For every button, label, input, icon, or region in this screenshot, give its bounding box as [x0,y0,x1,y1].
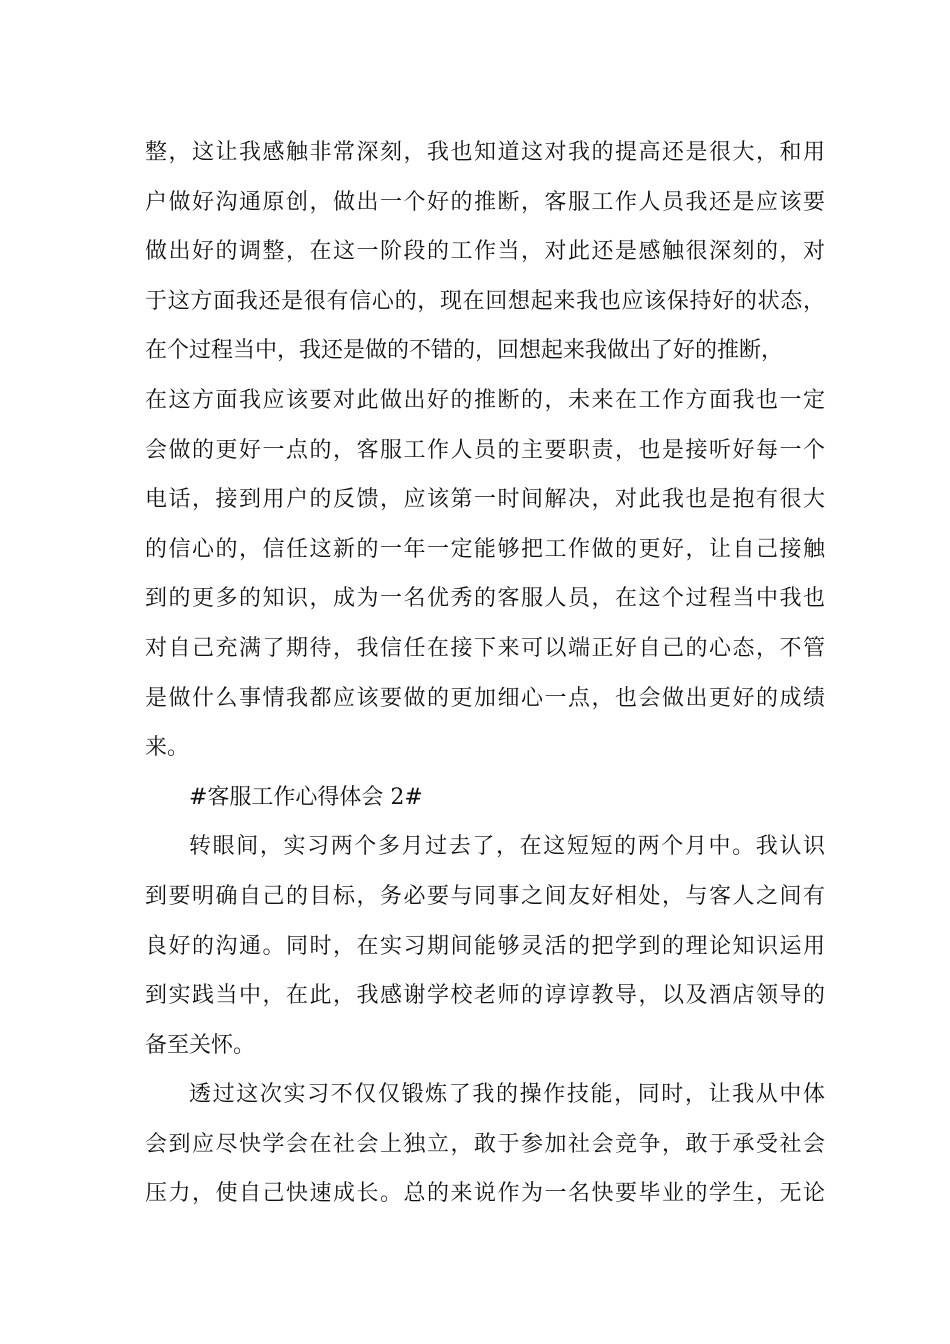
text-line: 到实践当中，在此，我感谢学校老师的谆谆教导，以及酒店领导的 [145,983,825,1009]
text-line: 于这方面我还是很有信心的，现在回想起来我也应该保持好的状态， [145,288,825,314]
text-line: 做出好的调整，在这一阶段的工作当，对此还是感触很深刻的，对 [145,239,825,265]
text-line: 电话，接到用户的反馈，应该第一时间解决，对此我也是抱有很大 [145,487,825,513]
text-line: 压力，使自己快速成长。总的来说作为一名快要毕业的学生，无论 [145,1181,825,1207]
text-line: 会做的更好一点的，客服工作人员的主要职责，也是接听好每一个 [145,437,825,463]
text-line: 会到应尽快学会在社会上独立，敢于参加社会竞争，敢于承受社会 [145,1131,825,1157]
text-line: 到的更多的知识，成为一名优秀的客服人员，在这个过程当中我也 [145,586,825,612]
text-line: 转眼间，实习两个多月过去了，在这短短的两个月中。我认识 [189,834,825,860]
text-line: 是做什么事情我都应该要做的更加细心一点，也会做出更好的成绩 [145,685,825,711]
section-heading: #客服工作心得体会 2# [189,784,423,810]
text-line: 良好的沟通。同时，在实习期间能够灵活的把学到的理论知识运用 [145,933,825,959]
text-line: 户做好沟通原创，做出一个好的推断，客服工作人员我还是应该要 [145,189,825,215]
text-line: 对自己充满了期待，我信任在接下来可以端正好自己的心态，不管 [145,635,825,661]
text-line: 到要明确自己的目标，务必要与同事之间友好相处，与客人之间有 [145,883,825,909]
text-line: 备至关怀。 [145,1032,256,1058]
text-line: 在这方面我应该要对此做出好的推断的，未来在工作方面我也一定 [145,387,825,413]
text-line: 的信心的，信任这新的一年一定能够把工作做的更好，让自己接触 [145,536,825,562]
text-line: 在个过程当中，我还是做的不错的，回想起来我做出了好的推断， [145,338,784,364]
text-line: 整，这让我感触非常深刻，我也知道这对我的提高还是很大，和用 [145,140,825,165]
document-body [145,128,825,1219]
text-line: 来。 [145,735,190,761]
text-line: 透过这次实习不仅仅锻炼了我的操作技能，同时，让我从中体 [189,1082,825,1108]
